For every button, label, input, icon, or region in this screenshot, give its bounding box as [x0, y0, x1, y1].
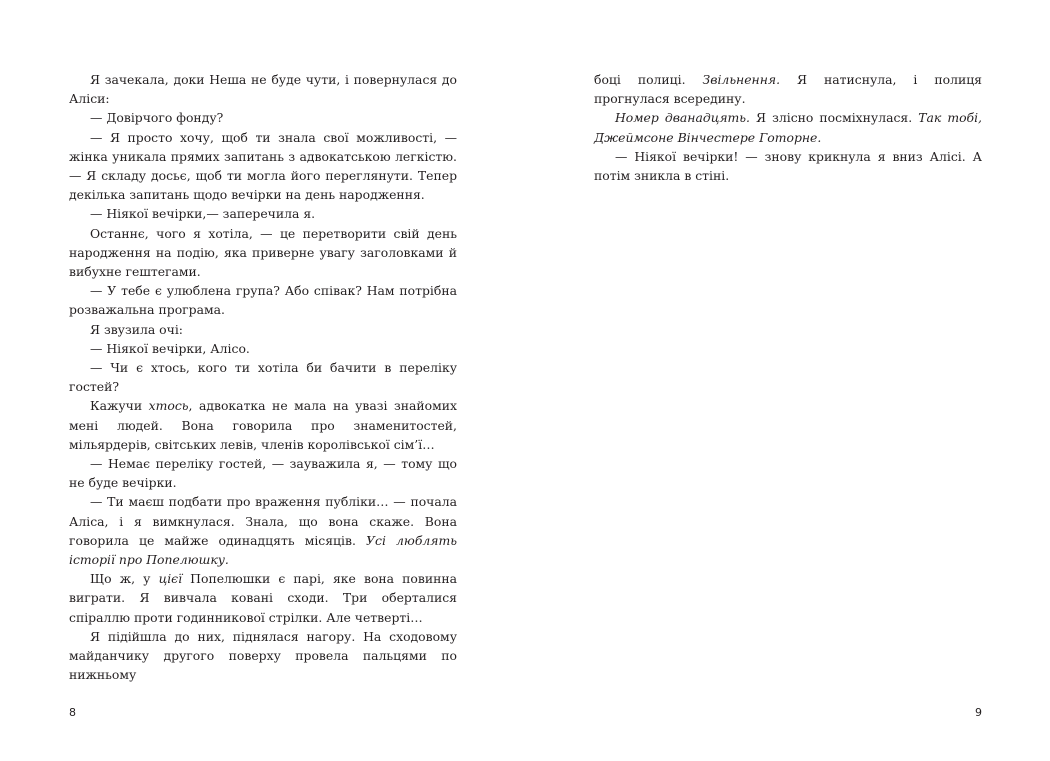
text-segment: Я натиснула, і полиця прогнулася всередину.	[594, 72, 982, 107]
paragraph	[594, 108, 982, 146]
right-page-text	[594, 70, 982, 185]
right-page-number: 9	[975, 706, 982, 719]
text-segment: — Ти маєш подбати про враження публіки… — почала Аліса, і я вимкнулася. Знала, що вона скаже. Вона говорила це майже одинадцять місяців.	[69, 494, 457, 548]
italic-text: Усі люблять історії про Попелюшку.	[69, 532, 457, 568]
italic-text: хтось	[148, 398, 189, 414]
text-segment: Що ж, у	[90, 571, 159, 587]
paragraph	[69, 128, 457, 205]
paragraph	[69, 358, 457, 396]
paragraph	[69, 396, 457, 454]
text-segment: — Ніякої вечірки, Алісо.	[90, 340, 250, 356]
text-segment: Я звузила очі:	[90, 321, 183, 337]
text-segment: Я зачекала, доки Неша не буде чути, і повернулася до Аліси:	[69, 72, 457, 107]
text-segment: — Ніякої вечірки,— заперечила я.	[90, 206, 316, 222]
paragraph	[69, 454, 457, 492]
text-segment: , адвокатка не мала на увазі знайомих мені людей. Вона говорила про знаменитостей, мільярдерів, світських левів, членів королівської сім’ї…	[69, 398, 457, 452]
text-segment: Кажучи	[90, 398, 149, 414]
text-segment: — Немає переліку гостей, — зауважила я, — тому що не буде вечірки.	[69, 456, 457, 491]
text-segment: — Я просто хочу, щоб ти знала свої можливості, — жінка уникала прямих запитань з адвокатською легкістю. — Я складу досьє, щоб ти могла його переглянути. Тепер декілька запитань щодо вечірки на день народження.	[69, 129, 457, 203]
paragraph	[69, 224, 457, 282]
text-segment: Я підійшла до них, піднялася нагору. На сходовому майданчику другого поверху провела пальцями по нижньому	[69, 628, 457, 683]
paragraph	[69, 492, 457, 569]
text-segment: — Чи є хтось, кого ти хотіла би бачити в переліку гостей?	[69, 360, 457, 395]
italic-text: Звільнення.	[702, 72, 781, 87]
text-segment: Останнє, чого я хотіла, — це перетворити свій день народження на подію, яка приверне увагу заголовками й вибухне гештегами.	[69, 225, 457, 280]
paragraph	[69, 108, 457, 127]
paragraph	[594, 147, 982, 185]
italic-text: Так тобі, Джеймсоне Вінчестере Готорне.	[594, 110, 982, 145]
left-page-text	[69, 70, 457, 685]
paragraph	[69, 339, 457, 358]
text-segment: — Ніякої вечірки! — знову крикнула я вниз Алісі. А потім зникла в стіні.	[594, 148, 982, 184]
text-segment: Я злісно посміхнулася.	[750, 110, 919, 126]
paragraph	[69, 204, 457, 223]
paragraph	[69, 320, 457, 339]
text-segment: Попелюшки є парі, яке вона повинна виграти. Я вивчала ковані сходи. Три оберталися спіраллю проти годинникової стрілки. Але четверті…	[69, 571, 458, 625]
paragraph	[69, 627, 457, 685]
paragraph	[594, 70, 982, 108]
italic-text: цієї	[158, 571, 183, 587]
text-segment: — У тебе є улюблена група? Або співак? Нам потрібна розважальна програма.	[69, 283, 457, 318]
text-segment: — Довірчого фонду?	[90, 110, 224, 126]
italic-text: Номер дванадцять.	[615, 110, 750, 126]
paragraph	[69, 281, 457, 319]
text-segment: боці полиці.	[594, 72, 703, 87]
paragraph	[69, 569, 457, 627]
paragraph	[69, 70, 457, 108]
left-page-number: 8	[69, 706, 76, 719]
